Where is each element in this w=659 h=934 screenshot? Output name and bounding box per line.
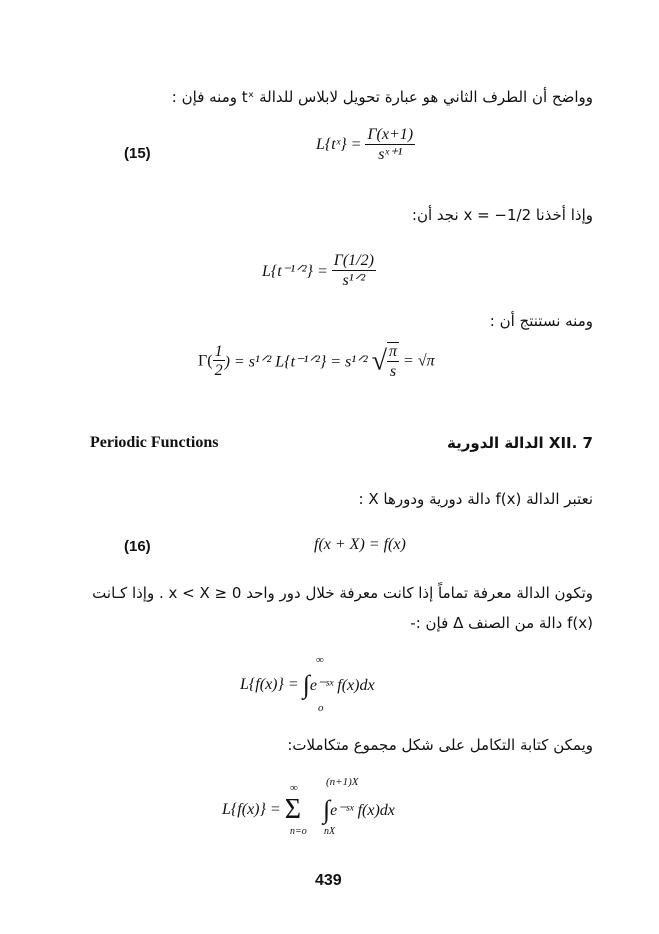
sqrt-sign-icon: √ <box>371 345 388 377</box>
paragraph-7: ويمكن كتابة التكامل على شكل مجموع متكاملات: <box>287 736 593 754</box>
laplace-integral-lower-limit: o <box>318 702 324 714</box>
equation-laplace-lhs: L{f(x)} = <box>240 676 299 693</box>
laplace-integral-upper-limit: ∞ <box>316 654 324 666</box>
sum-upper-limit: ∞ <box>290 782 298 794</box>
sum-integral-upper-limit: (n+1)X <box>326 776 359 788</box>
paragraph-1: وواضح أن الطرف الثاني هو عبارة تحويل لابلاس للدالة tˣ ومنه فإن : <box>171 88 593 106</box>
integral-sign-icon: ∫ <box>323 795 331 824</box>
equation-sum-lhs: L{f(x)} = <box>222 801 281 818</box>
equation-gamma-root-denominator: s <box>389 362 397 380</box>
paragraph-3: ومنه نستنتج أن : <box>489 312 593 330</box>
equation-half-fraction <box>332 252 376 290</box>
equation-15-numerator: Γ(x+1) <box>367 126 414 143</box>
equation-sum <box>222 794 395 826</box>
equation-16: f(x + X) = f(x) <box>314 536 406 553</box>
section-heading-arabic: XII. 7 الدالة الدورية <box>447 434 593 452</box>
equation-15-denominator: sˣ⁺¹ <box>378 145 403 163</box>
page-number: 439 <box>315 872 342 889</box>
sigma-icon: Σ <box>284 794 301 825</box>
paragraph-6: f(x) دالة من الصنف Δ فإن :- <box>410 614 593 632</box>
paragraph-2: وإذا أخذنا x = −1/2 نجد أن: <box>411 206 593 224</box>
equation-number-16: (16) <box>124 538 151 555</box>
equation-gamma-root-fraction <box>387 342 399 381</box>
integral-sign-icon: ∫ <box>302 670 310 699</box>
equation-laplace-integrand: e⁻ˢˣ f(x)dx <box>309 677 375 694</box>
section-heading-english: Periodic Functions <box>90 434 219 451</box>
equation-15-fraction <box>365 126 415 164</box>
paragraph-5: وتكون الدالة معرفة تماماً إذا كانت معرفة خلال دور واحد 0 ≤ x < X . وإذا كـانت <box>92 584 593 602</box>
equation-half-numerator: Γ(1/2) <box>333 252 374 269</box>
equation-gamma-gamma: Γ( <box>198 352 213 370</box>
sum-lower-limit: n=o <box>290 826 307 837</box>
equation-15-lhs: L{tˣ} = <box>316 135 362 153</box>
equation-sum-integrand: e⁻ˢˣ f(x)dx <box>330 802 395 819</box>
equation-gamma <box>198 342 435 381</box>
equation-half-denominator: s¹ᐟ² <box>342 271 366 289</box>
equation-15 <box>316 126 415 164</box>
equation-gamma-root-numerator: π <box>389 343 398 360</box>
sum-integral-lower-limit: nX <box>324 826 336 837</box>
equation-gamma-end: = √π <box>403 352 435 370</box>
equation-laplace <box>240 670 375 700</box>
equation-gamma-half-fraction <box>213 343 225 381</box>
equation-half <box>262 252 376 290</box>
equation-number-15: (15) <box>124 145 151 162</box>
equation-gamma-half-denominator: 2 <box>214 362 223 380</box>
equation-half-lhs: L{t⁻¹ᐟ²} = <box>262 262 328 280</box>
paragraph-4: نعتبر الدالة f(x) دالة دورية ودورها X : <box>358 490 593 508</box>
equation-gamma-middle: ) = s¹ᐟ² L{t⁻¹ᐟ²} = s¹ᐟ² <box>224 353 368 371</box>
equation-gamma-half-numerator: 1 <box>214 342 223 360</box>
